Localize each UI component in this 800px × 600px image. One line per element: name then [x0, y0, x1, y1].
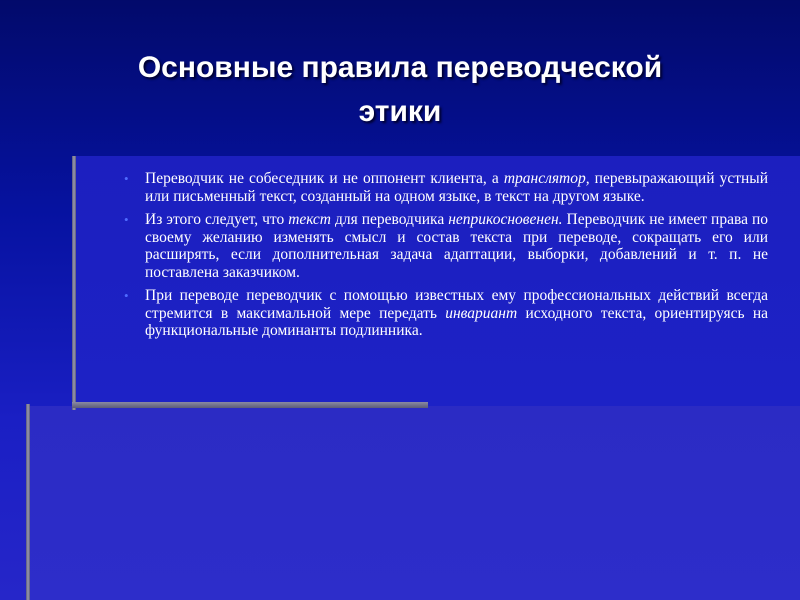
slide-title	[60, 46, 740, 134]
bullet-2-text-b: для переводчика	[331, 211, 449, 228]
slide-title-line-1: Основные правила переводческой	[137, 51, 663, 84]
bullet-item-1	[124, 170, 768, 205]
bullet-item-3	[124, 287, 768, 340]
bullet-list	[124, 170, 768, 346]
bullet-icon: •	[124, 288, 129, 303]
bullet-2-italic-inviolable: неприкосновенен.	[448, 211, 563, 228]
bullet-2-italic-text: текст	[288, 211, 331, 228]
bullet-2-text-a: Из этого следует, что	[145, 211, 289, 228]
bullet-3-text-a: При переводе переводчик с помощью известных ему профессиональных действий всегда стремится в максимальной мере передать	[145, 287, 768, 322]
bullet-3-italic-invariant: инвариант	[445, 304, 518, 322]
bullet-item-2	[124, 211, 768, 281]
content-panel-lower	[28, 406, 800, 600]
bullet-2-text-c: Переводчик не имеет права по своему желанию изменять смысл и состав текста при переводе, сокращать его или расширять, если дополнительная задача адаптации, выборки, добавлений и т. п. не поставлена заказчиком.	[145, 211, 768, 281]
slide-title-line-2: этики	[358, 95, 442, 128]
bevel-line-vertical-upper	[72, 156, 76, 410]
bevel-line-vertical-lower	[26, 404, 30, 600]
bullet-1-italic-translator: транслятор,	[503, 170, 590, 187]
bullet-1-text-b: перевыражающий устный или письменный текст, созданный на одном языке, в текст на другом языке.	[145, 170, 768, 205]
bullet-icon: •	[124, 171, 129, 186]
bullet-3-text-b: исходного текста, ориентируясь на функциональные доминанты подлинника.	[145, 304, 768, 339]
bullet-icon: •	[124, 212, 129, 227]
bullet-1-text-a: Переводчик не собеседник и не оппонент клиента, а	[145, 170, 504, 187]
bevel-line-horizontal	[72, 402, 428, 408]
